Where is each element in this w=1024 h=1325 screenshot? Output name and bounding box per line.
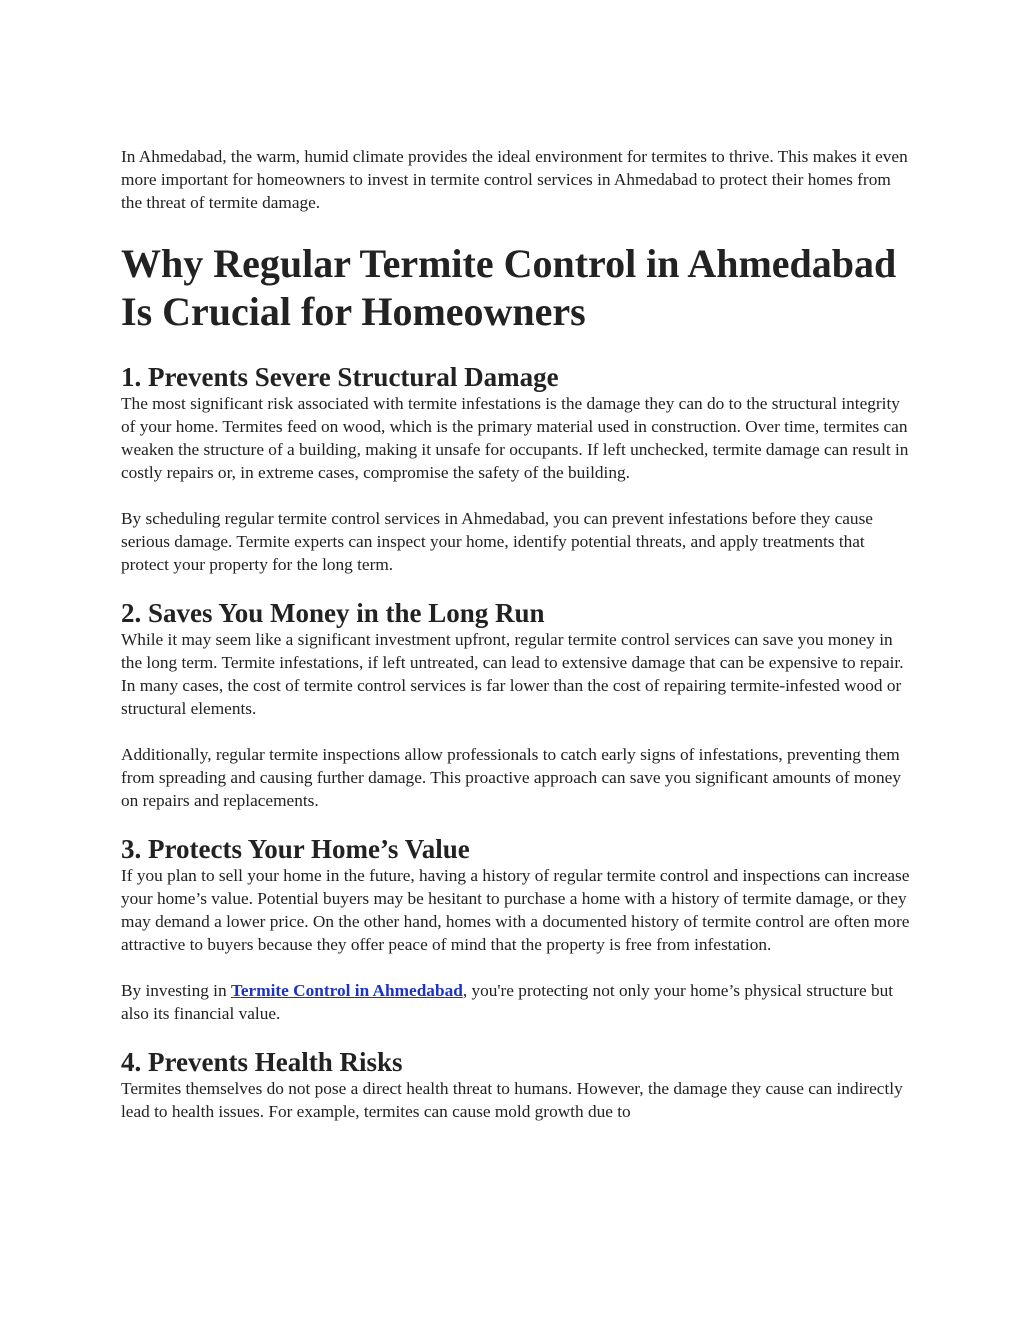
main-heading: Why Regular Termite Control in Ahmedabad Is Crucial for Homeowners <box>121 241 897 334</box>
section-heading-health-risks: 4. Prevents Health Risks <box>121 1047 403 1077</box>
section-paragraph: By scheduling regular termite control services in Ahmedabad, you can prevent infestations before they cause serious damage. Termite experts can inspect your home, identify potential threats, and apply treatments that protect your property for the long term. <box>121 509 873 574</box>
termite-control-link[interactable]: Termite Control in Ahmedabad <box>230 981 463 1000</box>
link-lead-text: By investing in <box>121 981 231 1000</box>
intro-paragraph: In Ahmedabad, the warm, humid climate provides the ideal environment for termites to thrive. This makes it even more important for homeowners to invest in termite control services in Ahmedabad to protect their homes from the threat of termite damage. <box>121 147 908 212</box>
section-heading-structural-damage: 1. Prevents Severe Structural Damage <box>121 362 559 392</box>
document-page <box>121 145 911 1123</box>
link-trail-text: , you're protecting not only your home’s physical structure but also its financial value. <box>121 981 894 1023</box>
section-paragraph: While it may seem like a significant investment upfront, regular termite control services can save you money in the long term. Termite infestations, if left untreated, can lead to extensive damage that can be expensive to repair. In many cases, the cost of termite control services is far lower than the cost of repairing termite-infested wood or structural elements. <box>121 630 904 718</box>
section-paragraph: Termites themselves do not pose a direct health threat to humans. However, the damage they cause can indirectly lead to health issues. For example, termites can cause mold growth due to <box>121 1079 903 1121</box>
section-heading-saves-money: 2. Saves You Money in the Long Run <box>121 598 545 628</box>
section-paragraph: The most significant risk associated with termite infestations is the damage they can do to the structural integrity of your home. Termites feed on wood, which is the primary material used in construction. Over time, termites can weaken the structure of a building, making it unsafe for occupants. If left unchecked, termite damage can result in costly repairs or, in extreme cases, compromise the safety of the building. <box>121 394 909 482</box>
section-heading-home-value: 3. Protects Your Home’s Value <box>121 834 470 864</box>
section-paragraph-with-link <box>121 979 911 1025</box>
section-paragraph: Additionally, regular termite inspections allow professionals to catch early signs of infestations, preventing them from spreading and causing further damage. This proactive approach can save you significant amounts of money on repairs and replacements. <box>121 745 901 810</box>
section-paragraph: If you plan to sell your home in the future, having a history of regular termite control and inspections can increase your home’s value. Potential buyers may be hesitant to purchase a home with a history of termite damage, or they may demand a lower price. On the other hand, homes with a documented history of termite control are often more attractive to buyers because they offer peace of mind that the property is free from infestation. <box>121 866 910 954</box>
